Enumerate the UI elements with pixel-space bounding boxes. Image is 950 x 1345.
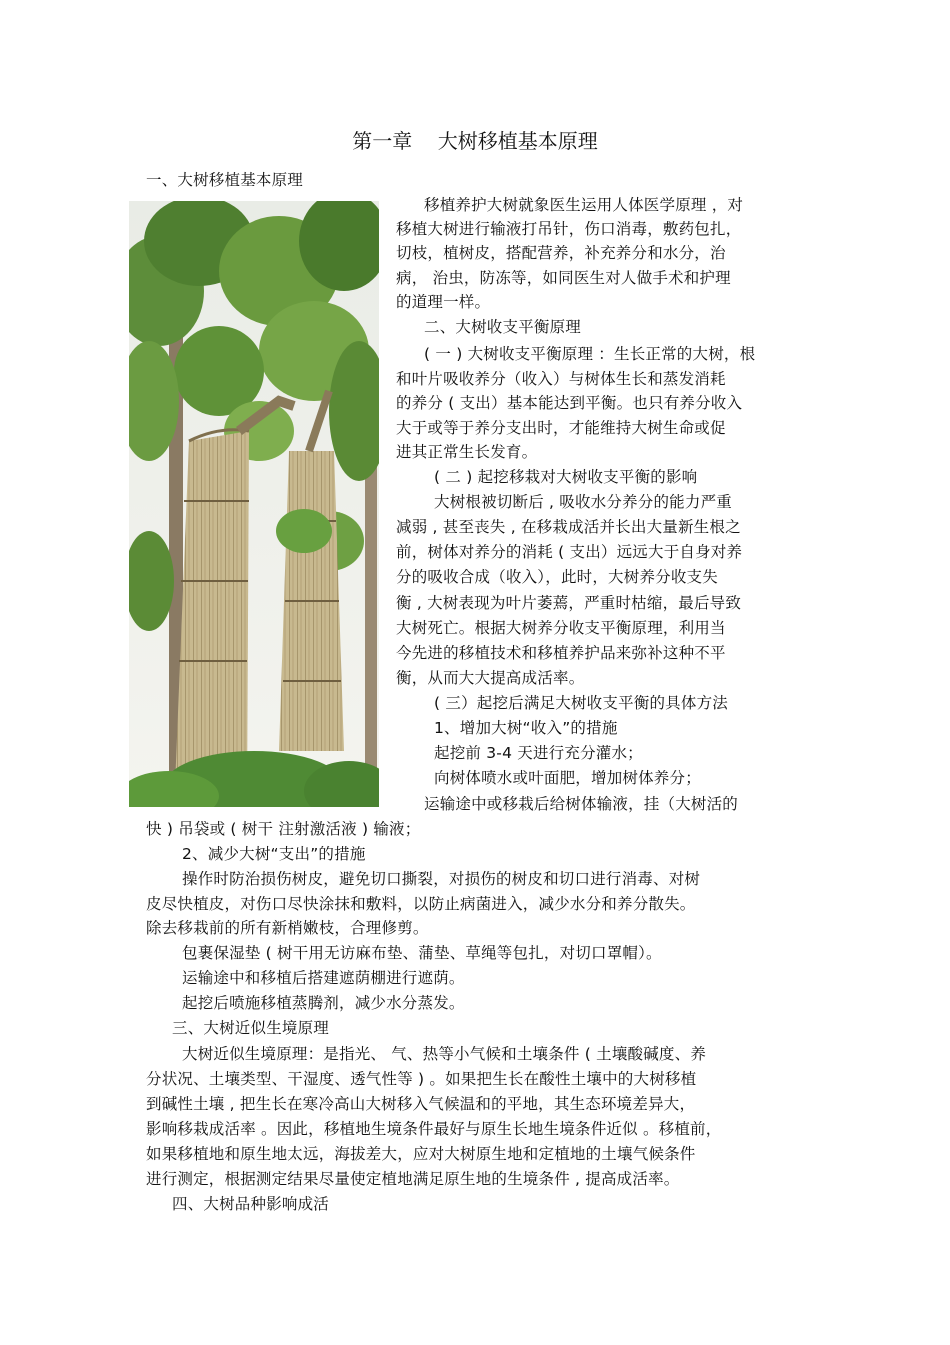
paragraph-line: 移植大树进行输液打吊针，伤口消毒，敷药包扎， — [396, 220, 742, 238]
paragraph-line: 操作时防治损伤树皮，避免切口撕裂，对损伤的树皮和切口进行消毒、对树 — [182, 870, 701, 888]
paragraph-line: 移植养护大树就象医生运用人体医学原理 ，对 — [424, 196, 744, 214]
paragraph-line: 分状况、土壤类型、干湿度、透气性等 ) 。如果把生长在酸性土壤中的大树移植 — [146, 1070, 697, 1088]
paragraph-line: 大树近似生境原理：是指光、 气、热等小气候和土壤条件 ( 土壤酸碱度、养 — [182, 1045, 707, 1063]
list-item: 运输途中或移栽后给树体输液，挂（大树活的 — [424, 795, 739, 813]
paragraph-line: 的养分 ( 支出）基本能达到平衡。也只有养分收入 — [396, 394, 743, 412]
paragraph-line: 大于或等于养分支出时，才能维持大树生命或促 — [396, 419, 726, 437]
paragraph-line: 的道理一样。 — [396, 293, 491, 311]
list-item: 快 ) 吊袋或 ( 树干 注射激活液 ) 输液； — [146, 820, 421, 838]
paragraph-line: 衡，从而大大提高成活率。 — [396, 669, 585, 687]
paragraph-line: 包裹保湿垫 ( 树干用无访麻布垫、蒲垫、草绳等包扎，对切口罩帽）。 — [182, 944, 662, 962]
paragraph-line: 进其正常生长发育。 — [396, 443, 538, 461]
section-heading-4: 四、大树品种影响成活 — [172, 1195, 330, 1213]
paragraph-line: 切枝，植树皮，搭配营养，补充养分和水分，治 — [396, 244, 726, 262]
list-heading: 1、增加大树“收入”的措施 — [434, 719, 618, 737]
paragraph-line: 病， 治虫，防冻等，如同医生对人做手术和护理 — [396, 269, 731, 287]
paragraph-line: 皮尽快植皮，对伤口尽快涂抹和敷料，以防止病菌进入，减少水分和养分散失。 — [146, 895, 696, 913]
section-heading-2: 二、大树收支平衡原理 — [424, 318, 582, 336]
paragraph-line: 除去移栽前的所有新梢嫩枝，合理修剪。 — [146, 919, 429, 937]
paragraph-line: 运输途中和移植后搭建遮荫棚进行遮荫。 — [182, 969, 465, 987]
paragraph-line: 大树根被切断后 , 吸收水分养分的能力严重 — [434, 493, 732, 511]
paragraph-line: 起挖后喷施移植蒸腾剂，减少水分蒸发。 — [182, 994, 465, 1012]
list-heading: 2、减少大树“支出”的措施 — [182, 845, 366, 863]
paragraph-line: 进行测定，根据测定结果尽量使定植地满足原生地的生境条件 , 提高成活率。 — [146, 1170, 680, 1188]
paragraph-line: 衡 , 大树表现为叶片萎蔫，严重时枯缩，最后导致 — [396, 594, 742, 612]
tree-photo — [129, 201, 379, 807]
subsection-heading: ( 二 ) 起挖移栽对大树收支平衡的影响 — [434, 468, 698, 486]
list-item: 起挖前 3-4 天进行充分灌水； — [434, 744, 643, 762]
paragraph-line: 影响移栽成活率 。因此，移植地生境条件最好与原生长地生境条件近似 。移植前， — [146, 1120, 722, 1138]
paragraph-line: 到碱性土壤 , 把生长在寒冷高山大树移入气候温和的平地，其生态环境差异大， — [146, 1095, 696, 1113]
subsection-heading: ( 三）起挖后满足大树收支平衡的具体方法 — [434, 694, 728, 712]
paragraph-line: 和叶片吸收养分（收入）与树体生长和蒸发消耗 — [396, 370, 726, 388]
paragraph-line: 今先进的移植技术和移植养护品来弥补这种不平 — [396, 644, 726, 662]
wrapped-trees-image — [129, 201, 379, 807]
list-item: 向树体喷水或叶面肥，增加树体养分； — [434, 769, 701, 787]
section-heading-1: 一、大树移植基本原理 — [146, 171, 304, 189]
paragraph-line: 减弱 , 甚至丧失 , 在移栽成活并长出大量新生根之 — [396, 518, 741, 536]
paragraph-line: 前，树体对养分的消耗 ( 支出）远远大于自身对养 — [396, 543, 743, 561]
chapter-title: 第一章 大树移植基本原理 — [352, 129, 598, 153]
section-heading-3: 三、大树近似生境原理 — [172, 1019, 330, 1037]
paragraph-line: 大树死亡。根据大树养分收支平衡原理，利用当 — [396, 619, 726, 637]
paragraph-line: ( 一 ) 大树收支平衡原理 ：生长正常的大树，根 — [424, 345, 756, 363]
paragraph-line: 如果移植地和原生地太远，海拔差大，应对大树原生地和定植地的土壤气候条件 — [146, 1145, 696, 1163]
paragraph-line: 分的吸收合成（收入），此时，大树养分收支失 — [396, 568, 718, 586]
